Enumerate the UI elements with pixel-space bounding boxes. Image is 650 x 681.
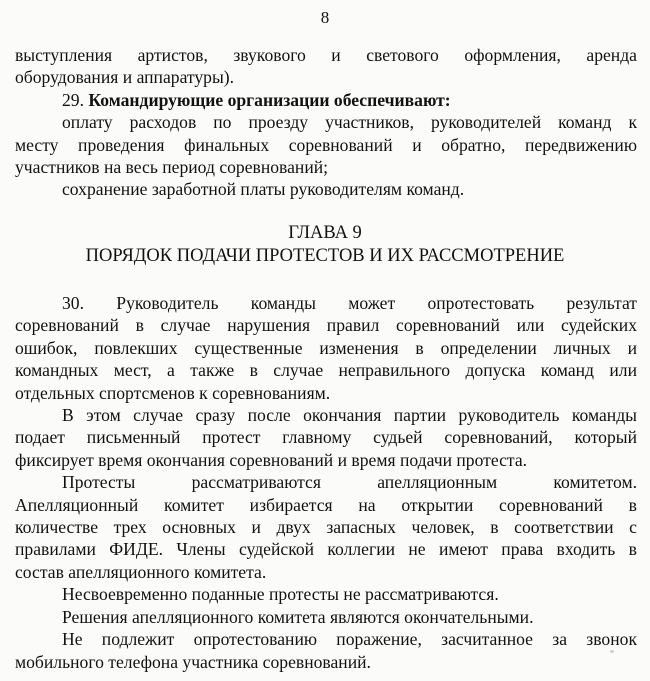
section-30-block [15, 292, 637, 673]
text-line: Апелляционный комитет избирается на открытии соревнований в [15, 494, 637, 515]
item-29-bold-title: Командирующие организации обеспечивают: [88, 89, 451, 110]
text-line: оплату расходов по проезду участников, руководителей команд к [62, 112, 637, 133]
text-line: участников на весь период соревнований; [15, 157, 329, 178]
item-29-number: 29. [62, 89, 84, 110]
text-line: мобильного телефона участника соревнований. [15, 651, 371, 672]
text-line: месту проведения финальных соревнований и обратно, передвижению [15, 134, 637, 155]
text-line: отдельных спортсменов к соревнованиям. [15, 382, 331, 403]
text-line: В этом случае сразу после окончания партии руководитель команды [62, 405, 637, 426]
text-line: 30. Руководитель команды может опротестовать результат [62, 293, 637, 313]
page-number: 8 [320, 8, 330, 27]
text-line: Несвоевременно поданные протесты не рассматриваются. [62, 584, 499, 605]
text-line: правилами ФИДЕ. Члены судейской коллегии не имеют права входить в [15, 539, 637, 560]
chapter-label: ГЛАВА 9 [288, 223, 362, 243]
text-line: командных мест, а также в случае неправильного допуска команд или [15, 360, 637, 381]
text-line: соревнований в случае нарушения правил соревнований или судейских [15, 315, 637, 336]
text-line: оборудования и аппаратуры). [15, 67, 235, 88]
text-line: Не подлежит опротестованию поражение, засчитанное за звонок [62, 629, 637, 650]
text-line: подает письменный протест главному судьей соревнований, который [15, 427, 637, 448]
text-line: состав апелляционного комитета. [15, 561, 267, 582]
item-29-heading [15, 89, 637, 111]
text-line: фиксирует время окончания соревнований и время подачи протеста. [15, 449, 528, 470]
text-line: выступления артистов, звукового и светового оформления, аренда [15, 45, 637, 65]
chapter-title: ПОРЯДОК ПОДАЧИ ПРОТЕСТОВ И ИХ РАССМОТРЕНИЕ [85, 246, 565, 266]
text-line: ошибок, повлекших существенные изменения в определении личных и [15, 337, 637, 358]
scan-speck [610, 650, 614, 653]
text-line: Решения апелляционного комитета являются окончательными. [62, 606, 534, 627]
text-line: сохранение заработной платы руководителям команд. [62, 179, 465, 200]
text-line: Протесты рассматриваются апелляционным комитетом. [62, 472, 637, 493]
text-line: количестве трех основных и двух запасных человек, в соответствии с [15, 517, 637, 538]
section-29-block [15, 44, 637, 201]
